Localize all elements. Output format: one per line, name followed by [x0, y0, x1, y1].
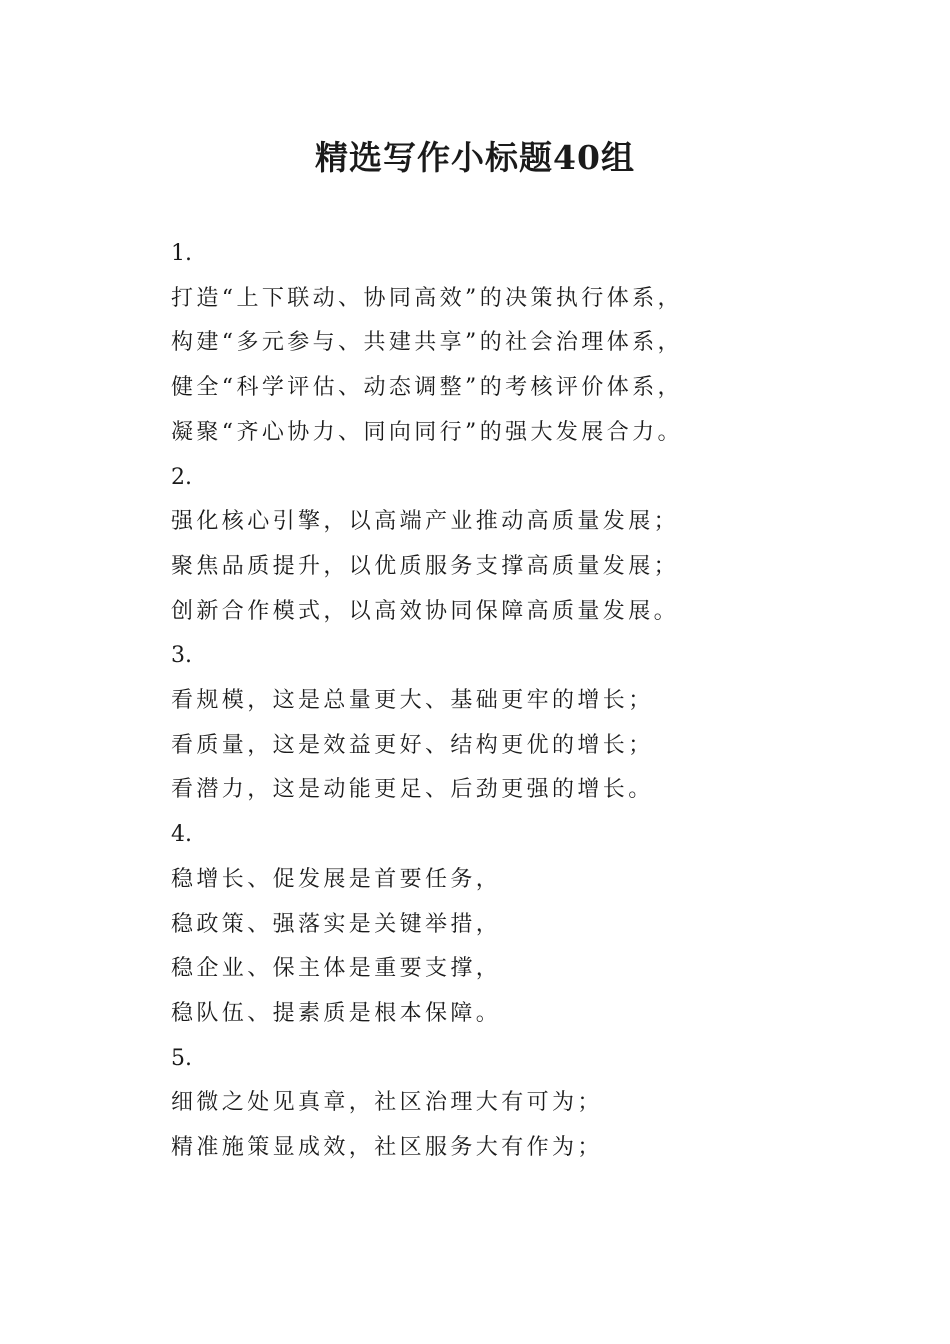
section-number: 2. [171, 464, 192, 490]
paragraph-line: 稳企业、保主体是重要支撑， [171, 956, 502, 982]
paragraph-line: 构建“多元参与、共建共享”的社会治理体系， [171, 330, 683, 356]
section-number: 4. [171, 822, 192, 848]
section-number: 3. [171, 643, 192, 669]
paragraph-line: 聚焦品质提升，以优质服务支撑高质量发展； [171, 553, 680, 579]
section-number: 5. [171, 1045, 192, 1071]
document-body [171, 232, 791, 1171]
paragraph-line: 创新合作模式，以高效协同保障高质量发展。 [171, 598, 680, 624]
document-title: 精选写作小标题40组 [315, 138, 635, 177]
section-3 [171, 634, 791, 813]
paragraph-line: 强化核心引擎，以高端产业推动高质量发展； [171, 509, 680, 535]
paragraph-line: 看潜力，这是动能更足、后劲更强的增长。 [171, 777, 654, 803]
section-4 [171, 813, 791, 1037]
paragraph-line: 稳增长、促发展是首要任务， [171, 866, 502, 892]
paragraph-line: 精准施策显成效，社区服务大有作为； [171, 1135, 603, 1161]
section-2 [171, 456, 791, 635]
paragraph-line: 打造“上下联动、协同高效”的决策执行体系， [171, 285, 683, 311]
paragraph-line: 稳队伍、提素质是根本保障。 [171, 1000, 502, 1026]
paragraph-line: 凝聚“齐心协力、同向同行”的强大发展合力。 [171, 419, 683, 445]
paragraph-line: 细微之处见真章，社区治理大有可为； [171, 1090, 603, 1116]
section-5 [171, 1037, 791, 1171]
paragraph-line: 看规模，这是总量更大、基础更牢的增长； [171, 688, 654, 714]
section-1 [171, 232, 791, 456]
paragraph-line: 看质量，这是效益更好、结构更优的增长； [171, 732, 654, 758]
paragraph-line: 稳政策、强落实是关键举措， [171, 911, 502, 937]
section-number: 1. [171, 241, 192, 266]
paragraph-line: 健全“科学评估、动态调整”的考核评价体系， [171, 375, 683, 401]
